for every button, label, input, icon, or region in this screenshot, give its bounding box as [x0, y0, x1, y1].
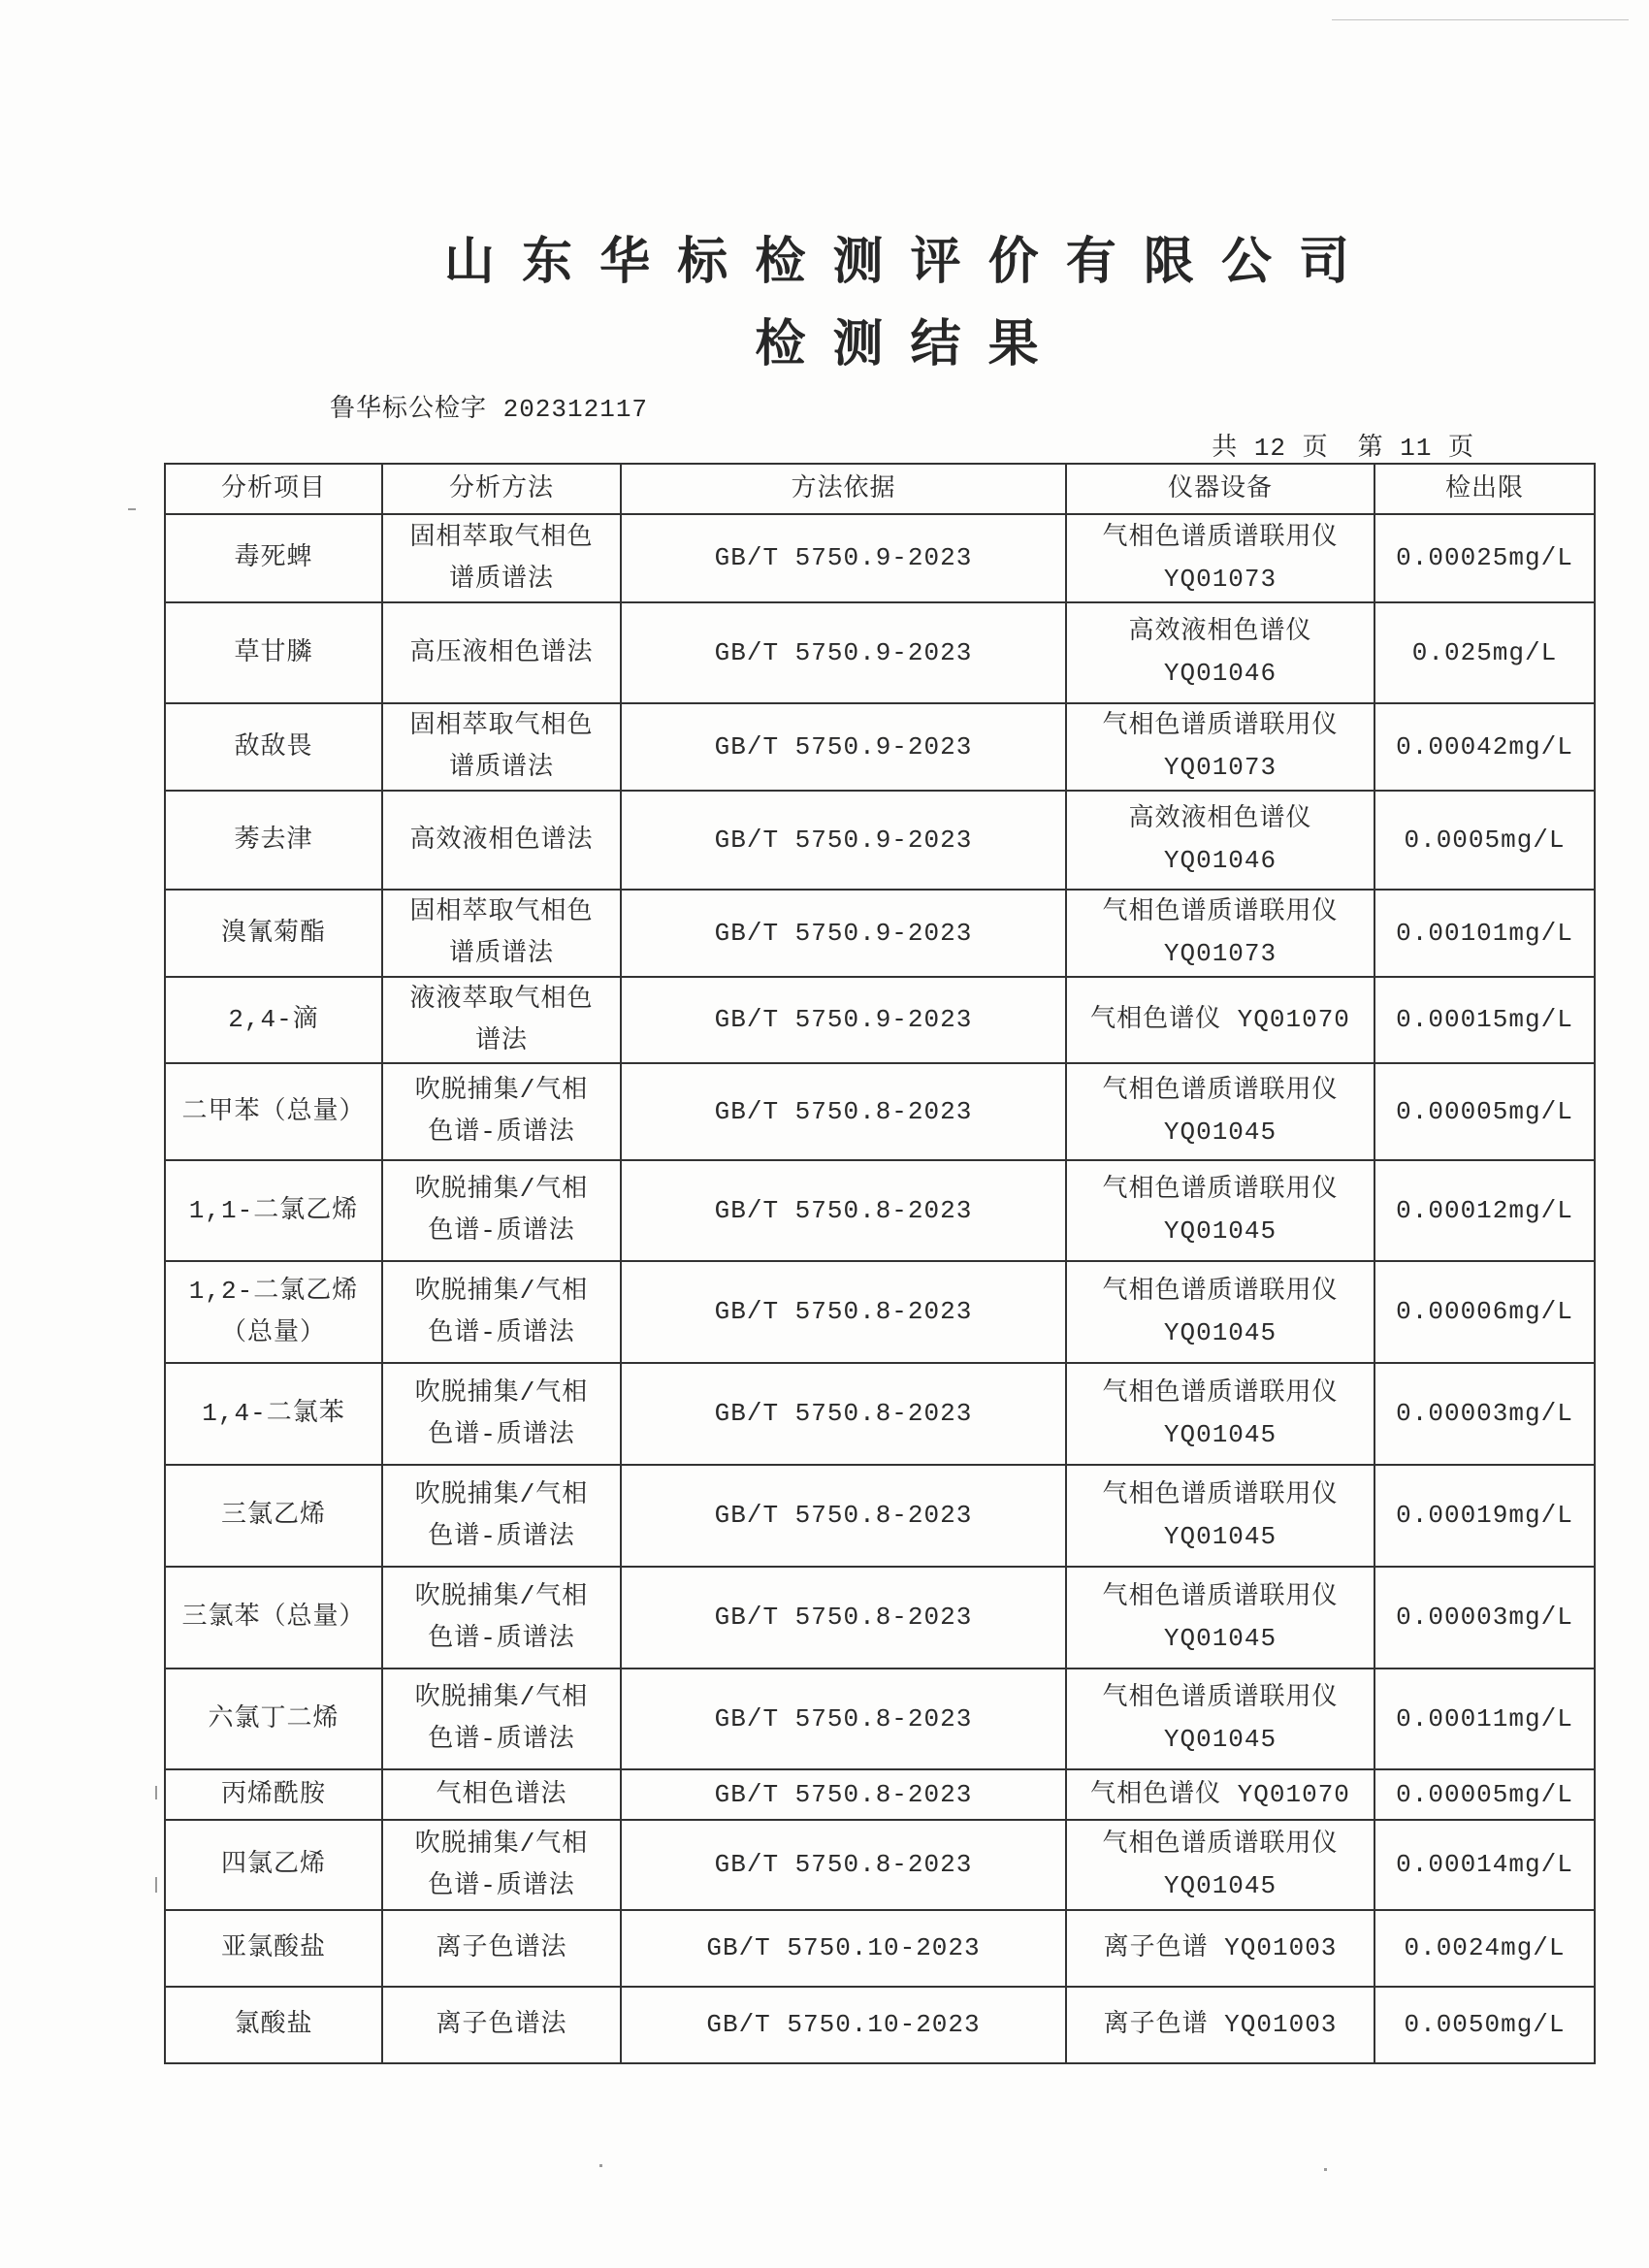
cell-method: 固相萃取气相色 谱质谱法	[382, 703, 621, 791]
cell-standard: GB/T 5750.9-2023	[621, 602, 1066, 703]
cell-instrument: 气相色谱质谱联用仪 YQ01045	[1066, 1063, 1374, 1160]
cell-instrument: 离子色谱 YQ01003	[1066, 1987, 1374, 2063]
table-row	[165, 1567, 1595, 1669]
results-table	[164, 463, 1596, 2064]
cell-standard: GB/T 5750.9-2023	[621, 703, 1066, 791]
cell-limit: 0.00006mg/L	[1374, 1261, 1595, 1363]
table-row	[165, 1820, 1595, 1910]
cell-method: 吹脱捕集/气相 色谱-质谱法	[382, 1261, 621, 1363]
cell-method: 吹脱捕集/气相 色谱-质谱法	[382, 1160, 621, 1261]
cell-standard: GB/T 5750.8-2023	[621, 1669, 1066, 1769]
page-info	[1180, 390, 1474, 468]
cell-instrument: 气相色谱质谱联用仪 YQ01073	[1066, 703, 1374, 791]
cell-item: 1,1-二氯乙烯	[165, 1160, 382, 1261]
cell-standard: GB/T 5750.8-2023	[621, 1769, 1066, 1820]
cell-item: 三氯乙烯	[165, 1465, 382, 1567]
cell-item: 丙烯酰胺	[165, 1769, 382, 1820]
cell-instrument: 气相色谱质谱联用仪 YQ01045	[1066, 1465, 1374, 1567]
header-standard: 方法依据	[621, 464, 1066, 514]
cell-item: 二甲苯（总量）	[165, 1063, 382, 1160]
cell-standard: GB/T 5750.10-2023	[621, 1910, 1066, 1987]
cell-instrument: 高效液相色谱仪 YQ01046	[1066, 791, 1374, 890]
cell-method: 气相色谱法	[382, 1769, 621, 1820]
header-limit: 检出限	[1374, 464, 1595, 514]
cell-limit: 0.00019mg/L	[1374, 1465, 1595, 1567]
scan-mark	[155, 1786, 157, 1799]
cell-item: 敌敌畏	[165, 703, 382, 791]
cell-item: 六氯丁二烯	[165, 1669, 382, 1769]
cell-method: 高效液相色谱法	[382, 791, 621, 890]
cell-item: 1,2-二氯乙烯 （总量）	[165, 1261, 382, 1363]
cell-standard: GB/T 5750.8-2023	[621, 1567, 1066, 1669]
table-row	[165, 1160, 1595, 1261]
cell-limit: 0.025mg/L	[1374, 602, 1595, 703]
cell-limit: 0.0024mg/L	[1374, 1910, 1595, 1987]
table-row	[165, 791, 1595, 890]
cell-item: 三氯苯（总量）	[165, 1567, 382, 1669]
table-row	[165, 1910, 1595, 1987]
header-method: 分析方法	[382, 464, 621, 514]
scan-mark	[155, 1877, 157, 1893]
cell-limit: 0.00015mg/L	[1374, 977, 1595, 1063]
cell-item: 四氯乙烯	[165, 1820, 382, 1910]
cell-standard: GB/T 5750.8-2023	[621, 1820, 1066, 1910]
cell-item: 毒死蜱	[165, 514, 382, 602]
table-header-row	[165, 464, 1595, 514]
cell-method: 固相萃取气相色 谱质谱法	[382, 890, 621, 977]
table-row	[165, 703, 1595, 791]
cell-standard: GB/T 5750.8-2023	[621, 1063, 1066, 1160]
cell-instrument: 气相色谱仪 YQ01070	[1066, 1769, 1374, 1820]
scan-mark	[1332, 19, 1629, 20]
cell-limit: 0.00003mg/L	[1374, 1567, 1595, 1669]
cell-instrument: 气相色谱质谱联用仪 YQ01045	[1066, 1669, 1374, 1769]
scan-mark	[599, 2164, 602, 2167]
cell-method: 吹脱捕集/气相 色谱-质谱法	[382, 1465, 621, 1567]
table-row	[165, 1769, 1595, 1820]
cell-instrument: 气相色谱质谱联用仪 YQ01045	[1066, 1261, 1374, 1363]
cell-item: 1,4-二氯苯	[165, 1363, 382, 1465]
cell-limit: 0.00012mg/L	[1374, 1160, 1595, 1261]
table-row	[165, 977, 1595, 1063]
cell-instrument: 离子色谱 YQ01003	[1066, 1910, 1374, 1987]
table-row	[165, 890, 1595, 977]
cell-instrument: 气相色谱仪 YQ01070	[1066, 977, 1374, 1063]
cell-standard: GB/T 5750.8-2023	[621, 1465, 1066, 1567]
cell-item: 莠去津	[165, 791, 382, 890]
cell-instrument: 气相色谱质谱联用仪 YQ01045	[1066, 1160, 1374, 1261]
cell-item: 2,4-滴	[165, 977, 382, 1063]
cell-limit: 0.00025mg/L	[1374, 514, 1595, 602]
cell-item: 氯酸盐	[165, 1987, 382, 2063]
cell-method: 离子色谱法	[382, 1987, 621, 2063]
cell-method: 液液萃取气相色 谱法	[382, 977, 621, 1063]
cell-standard: GB/T 5750.9-2023	[621, 514, 1066, 602]
cell-method: 吹脱捕集/气相 色谱-质谱法	[382, 1820, 621, 1910]
report-number: 鲁华标公检字 202312117	[330, 395, 649, 424]
table-row	[165, 1363, 1595, 1465]
cell-item: 亚氯酸盐	[165, 1910, 382, 1987]
cell-limit: 0.00003mg/L	[1374, 1363, 1595, 1465]
cell-limit: 0.00005mg/L	[1374, 1063, 1595, 1160]
table-row	[165, 1063, 1595, 1160]
cell-standard: GB/T 5750.8-2023	[621, 1160, 1066, 1261]
table-row	[165, 514, 1595, 602]
cell-standard: GB/T 5750.9-2023	[621, 791, 1066, 890]
cell-instrument: 气相色谱质谱联用仪 YQ01073	[1066, 514, 1374, 602]
cell-item: 溴氰菊酯	[165, 890, 382, 977]
cell-standard: GB/T 5750.10-2023	[621, 1987, 1066, 2063]
page-current: 第 11 页	[1357, 434, 1475, 463]
cell-instrument: 高效液相色谱仪 YQ01046	[1066, 602, 1374, 703]
scan-mark	[1324, 2168, 1327, 2171]
cell-limit: 0.0050mg/L	[1374, 1987, 1595, 2063]
cell-standard: GB/T 5750.9-2023	[621, 977, 1066, 1063]
cell-method: 离子色谱法	[382, 1910, 621, 1987]
cell-limit: 0.00011mg/L	[1374, 1669, 1595, 1769]
cell-instrument: 气相色谱质谱联用仪 YQ01045	[1066, 1567, 1374, 1669]
cell-standard: GB/T 5750.8-2023	[621, 1363, 1066, 1465]
cell-instrument: 气相色谱质谱联用仪 YQ01045	[1066, 1820, 1374, 1910]
header-instrument: 仪器设备	[1066, 464, 1374, 514]
cell-method: 固相萃取气相色 谱质谱法	[382, 514, 621, 602]
page-total: 共 12 页	[1212, 434, 1329, 463]
cell-method: 吹脱捕集/气相 色谱-质谱法	[382, 1669, 621, 1769]
cell-limit: 0.00042mg/L	[1374, 703, 1595, 791]
cell-method: 吹脱捕集/气相 色谱-质谱法	[382, 1063, 621, 1160]
scan-mark	[128, 508, 136, 510]
cell-standard: GB/T 5750.8-2023	[621, 1261, 1066, 1363]
cell-limit: 0.0005mg/L	[1374, 791, 1595, 890]
company-name: 山 东 华 标 检 测 评 价 有 限 公 司	[443, 232, 1355, 291]
cell-limit: 0.00014mg/L	[1374, 1820, 1595, 1910]
cell-limit: 0.00005mg/L	[1374, 1769, 1595, 1820]
cell-item: 草甘膦	[165, 602, 382, 703]
cell-standard: GB/T 5750.9-2023	[621, 890, 1066, 977]
table-row	[165, 1669, 1595, 1769]
cell-method: 吹脱捕集/气相 色谱-质谱法	[382, 1567, 621, 1669]
cell-method: 吹脱捕集/气相 色谱-质谱法	[382, 1363, 621, 1465]
cell-instrument: 气相色谱质谱联用仪 YQ01045	[1066, 1363, 1374, 1465]
cell-method: 高压液相色谱法	[382, 602, 621, 703]
table-row	[165, 1261, 1595, 1363]
document-title: 检 测 结 果	[755, 314, 1044, 373]
table-row	[165, 1465, 1595, 1567]
cell-limit: 0.00101mg/L	[1374, 890, 1595, 977]
table-row	[165, 1987, 1595, 2063]
header-item: 分析项目	[165, 464, 382, 514]
cell-instrument: 气相色谱质谱联用仪 YQ01073	[1066, 890, 1374, 977]
table-row	[165, 602, 1595, 703]
